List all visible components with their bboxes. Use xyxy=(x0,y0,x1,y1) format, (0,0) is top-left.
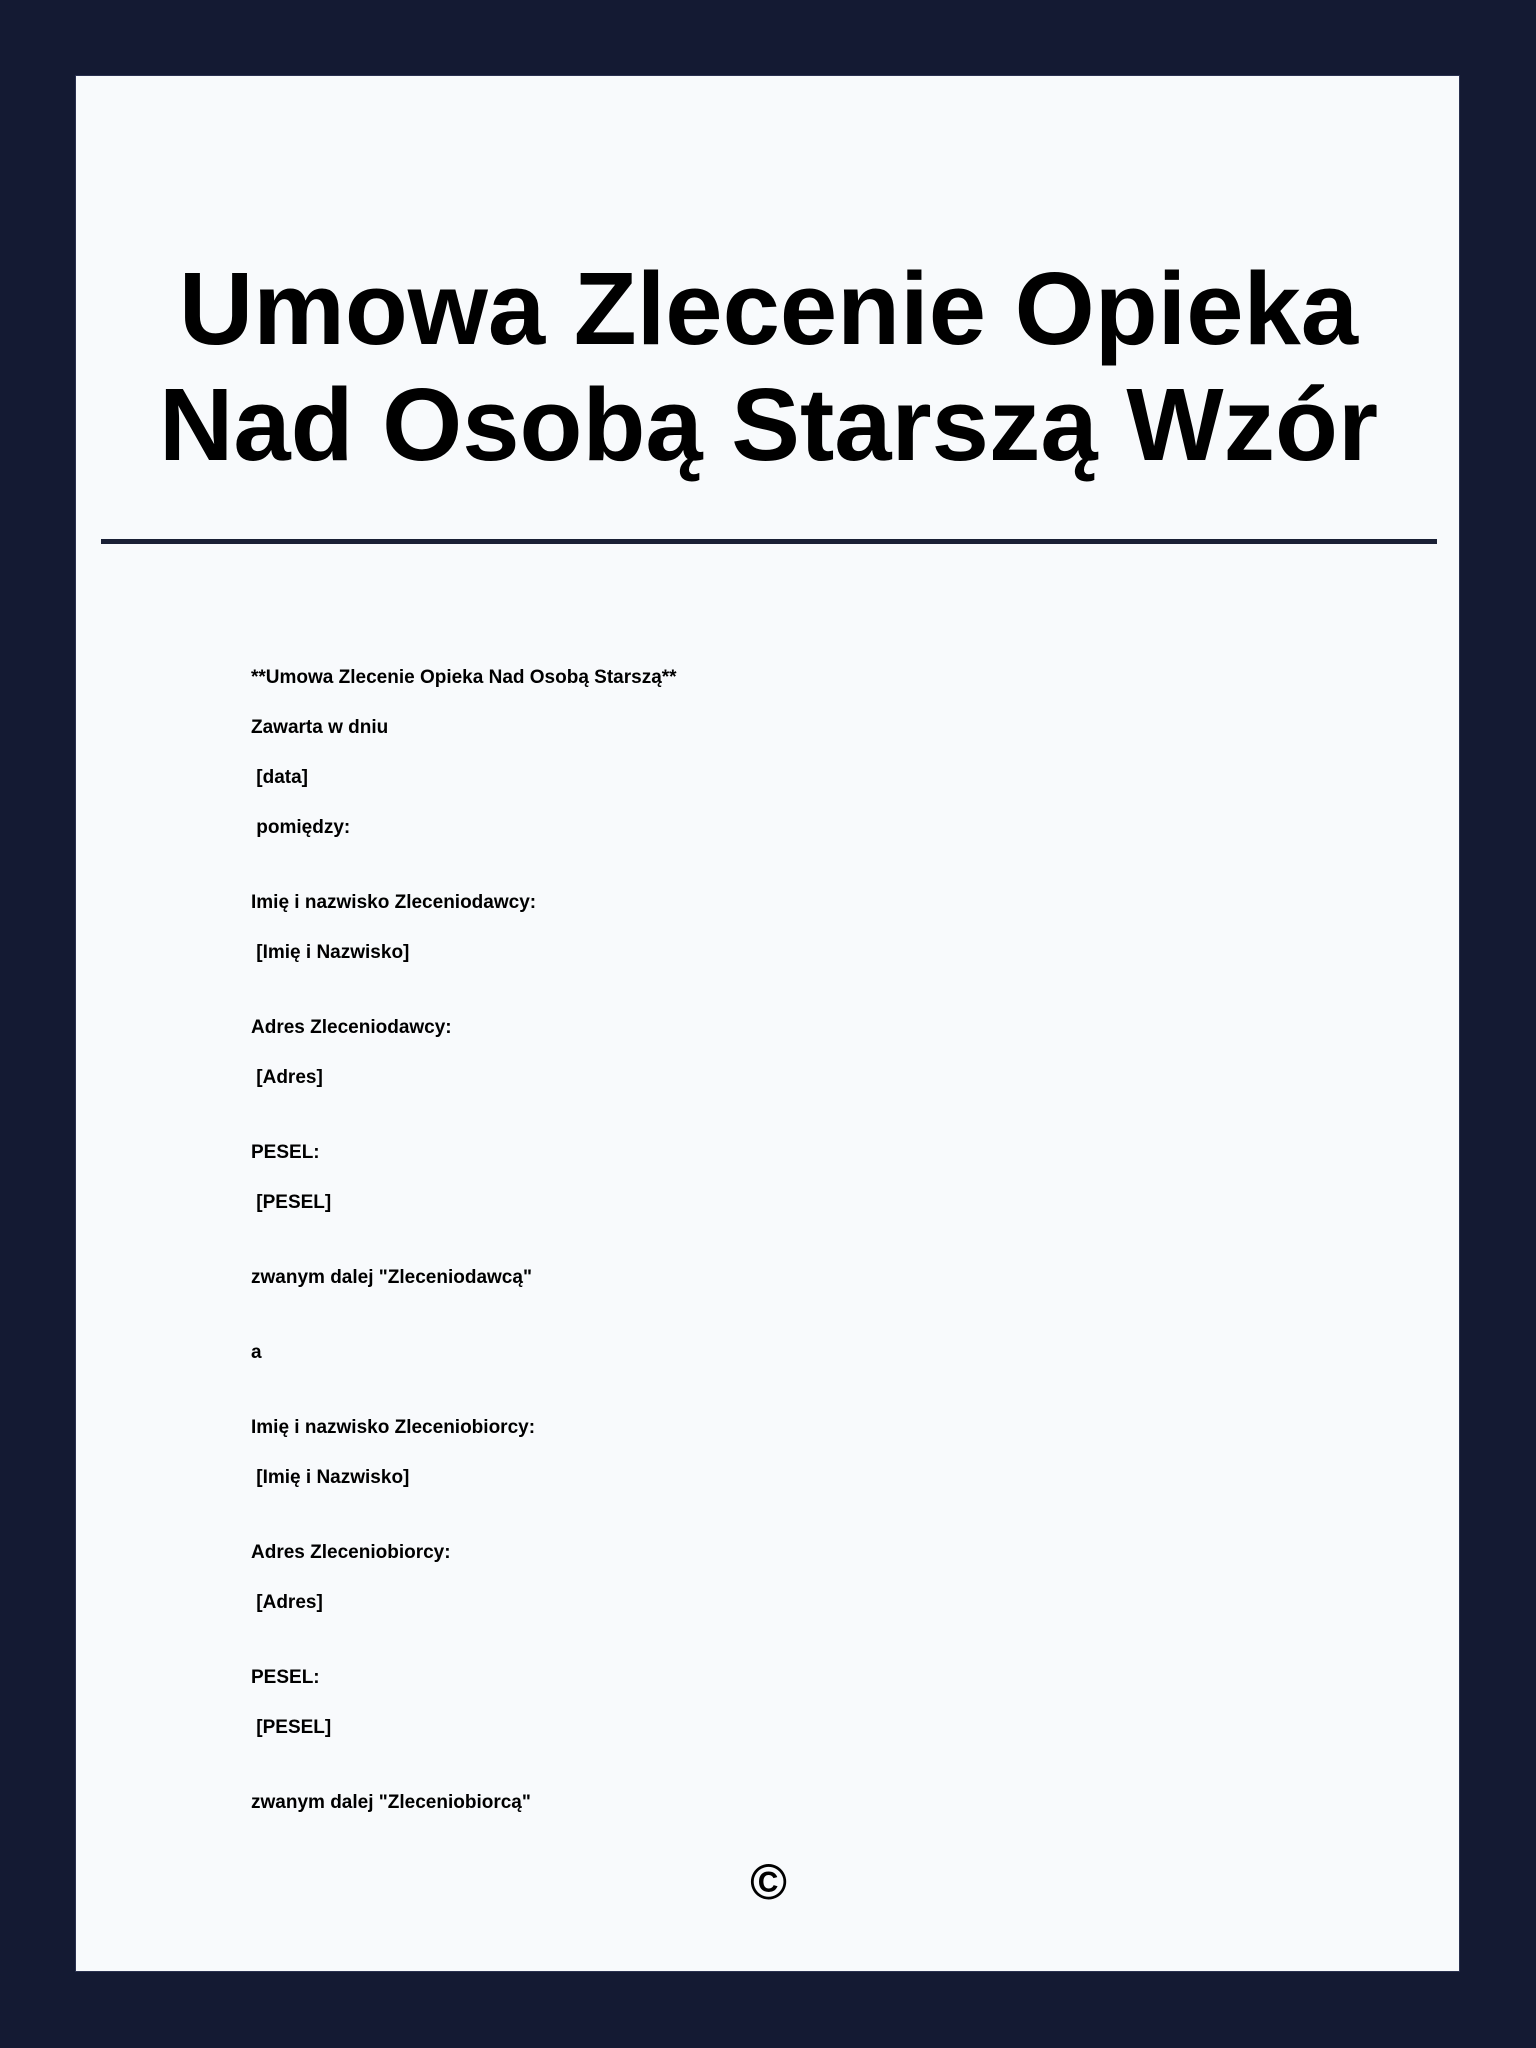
client-name-label: Imię i nazwisko Zleceniodawcy: xyxy=(251,892,537,913)
contract-between: pomiędzy: xyxy=(251,817,351,838)
document-page xyxy=(75,75,1460,1972)
contractor-alias: zwanym dalej "Zleceniobiorcą" xyxy=(251,1792,531,1813)
title-divider xyxy=(101,539,1437,544)
document-title: Umowa Zlecenie Opieka Nad Osobą Starszą Wzór xyxy=(158,251,1379,482)
contract-date-value: [data] xyxy=(251,767,308,788)
contractor-pesel-label: PESEL: xyxy=(251,1667,320,1688)
contract-heading: **Umowa Zlecenie Opieka Nad Osobą Starszą** xyxy=(251,667,677,688)
contractor-name-label: Imię i nazwisko Zleceniobiorcy: xyxy=(251,1417,536,1438)
conjunction: a xyxy=(251,1342,262,1363)
client-name-value: [Imię i Nazwisko] xyxy=(251,942,410,963)
contractor-address-label: Adres Zleceniobiorcy: xyxy=(251,1542,451,1563)
client-address-label: Adres Zleceniodawcy: xyxy=(251,1017,452,1038)
client-alias: zwanym dalej "Zleceniodawcą" xyxy=(251,1267,532,1288)
client-pesel-value: [PESEL] xyxy=(251,1192,332,1213)
contractor-name-value: [Imię i Nazwisko] xyxy=(251,1467,410,1488)
client-address-value: [Adres] xyxy=(251,1067,323,1088)
contractor-address-value: [Adres] xyxy=(251,1592,323,1613)
client-pesel-label: PESEL: xyxy=(251,1142,320,1163)
contractor-pesel-value: [PESEL] xyxy=(251,1717,332,1738)
contract-date-label: Zawarta w dniu xyxy=(251,717,389,738)
copyright-icon: © xyxy=(750,1854,787,1910)
